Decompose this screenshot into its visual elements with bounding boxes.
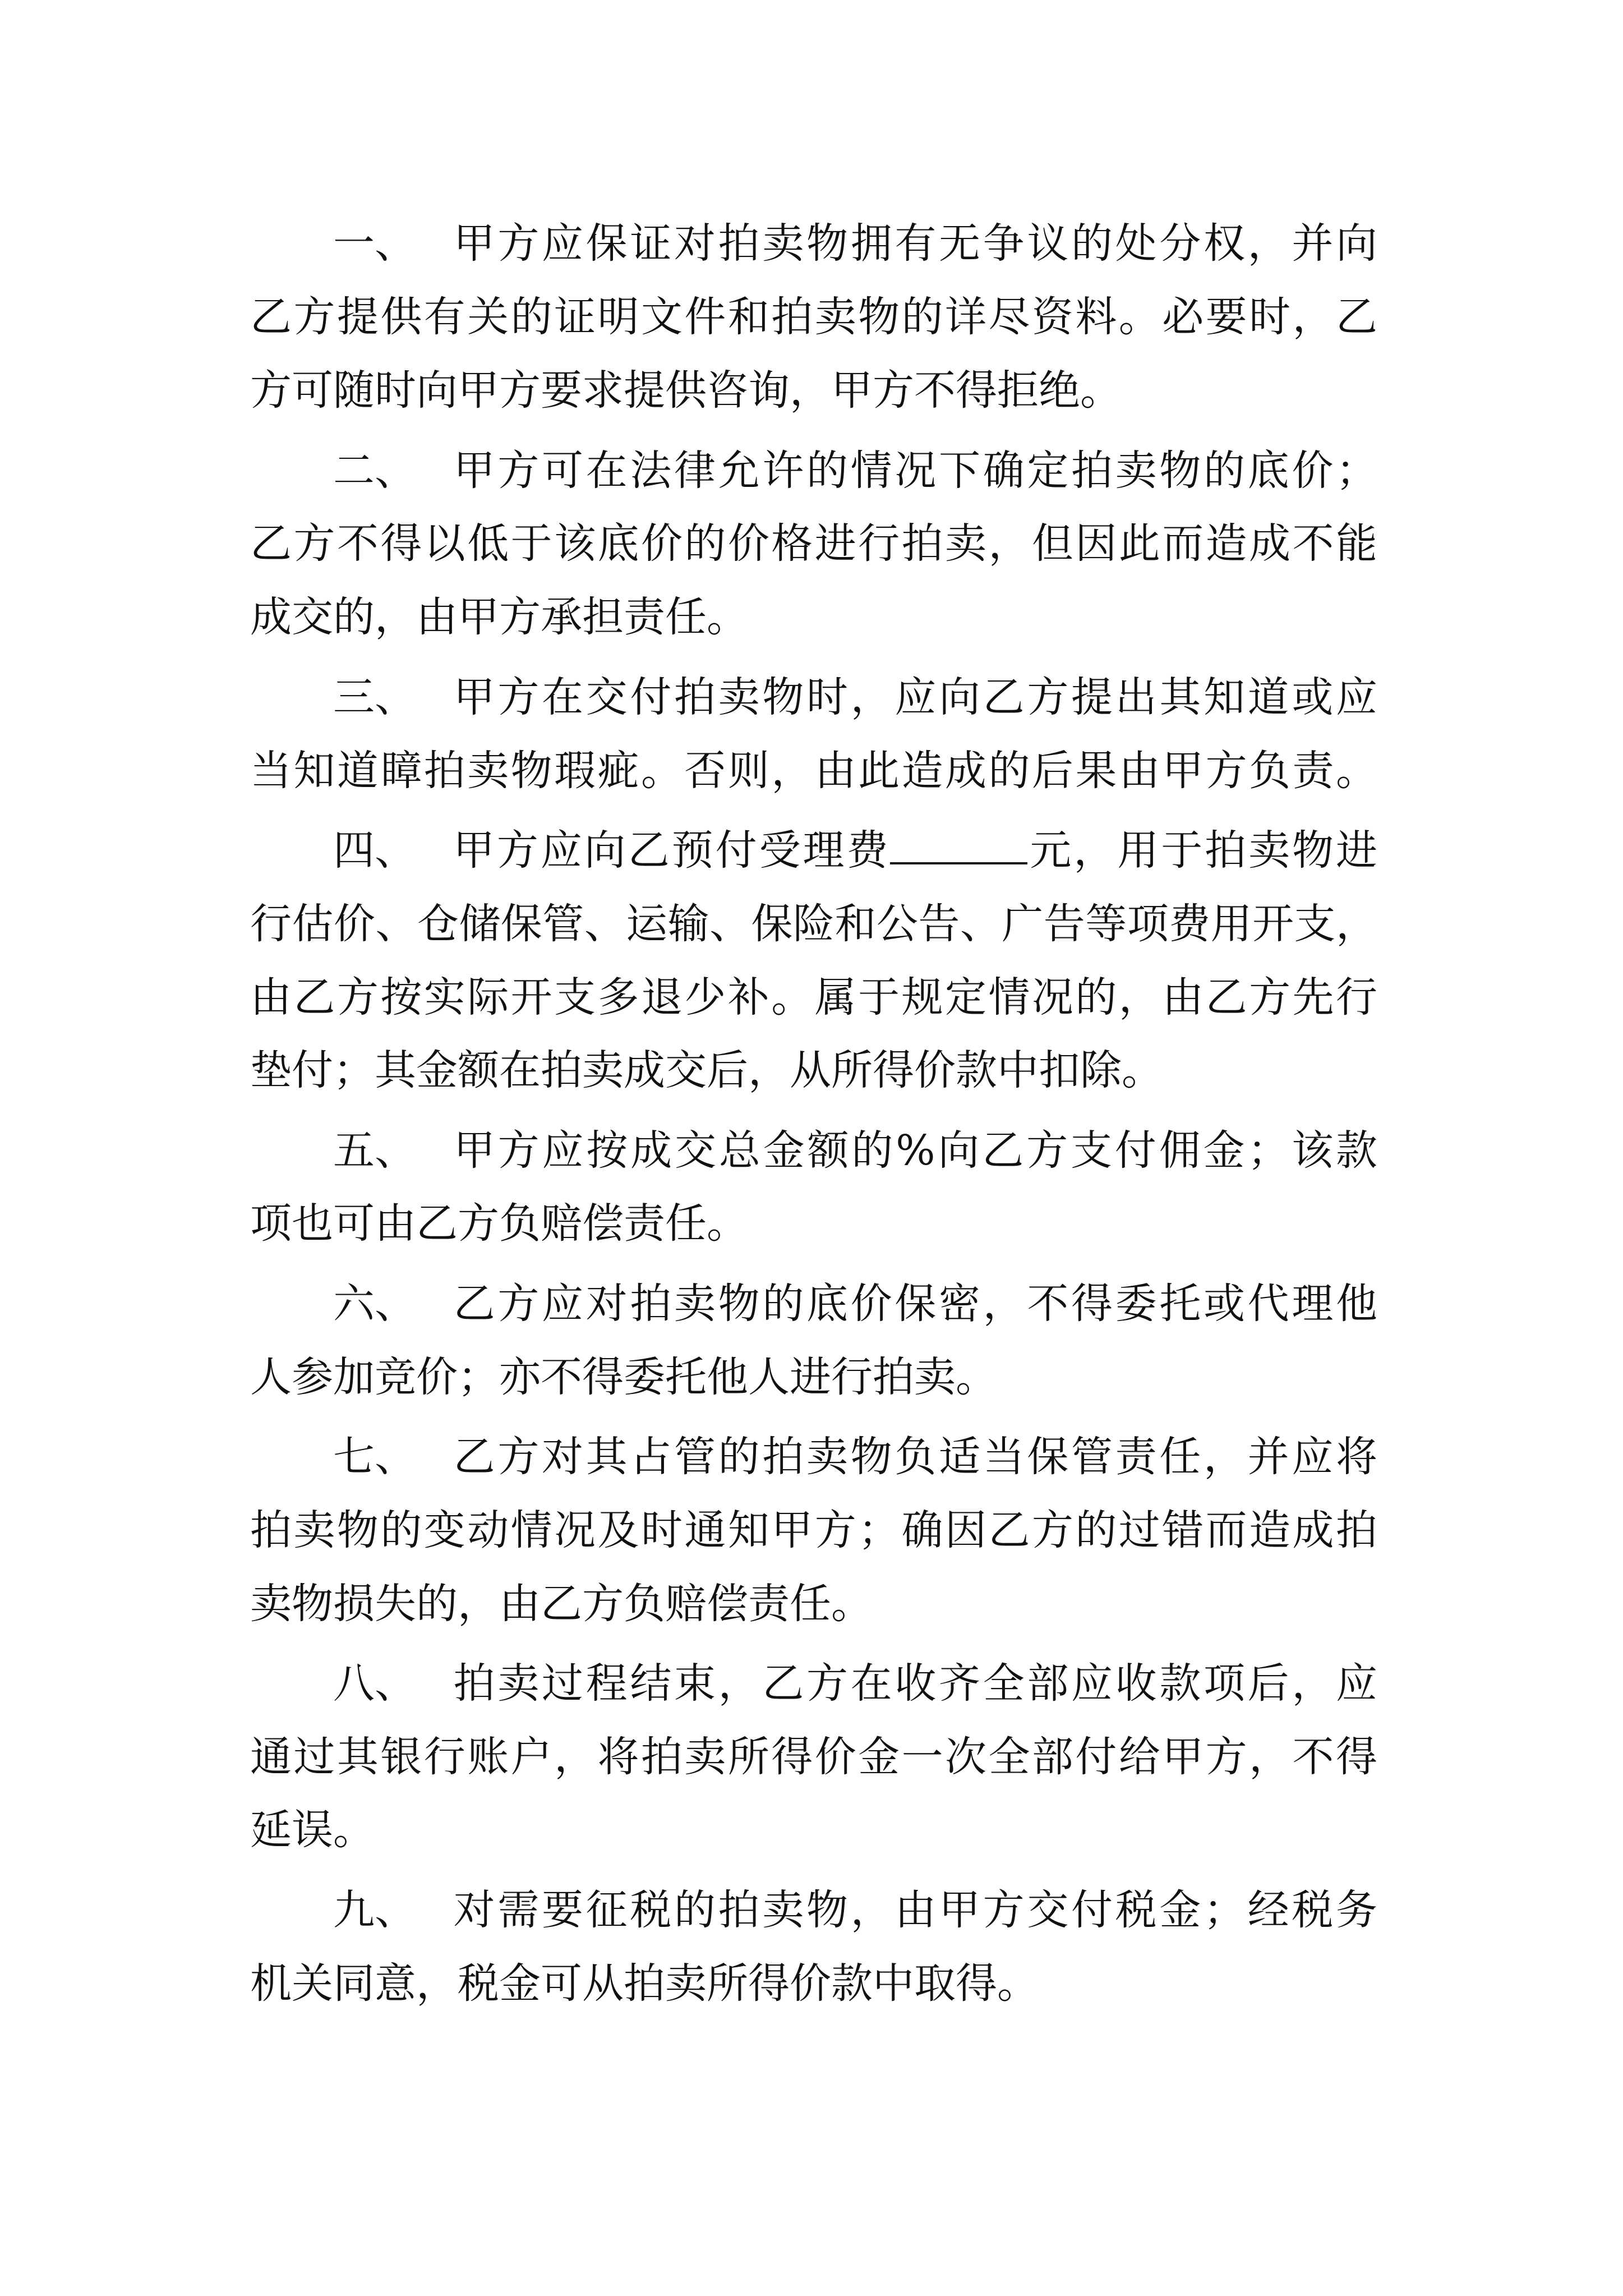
clause-7-number: 七、 [333,1433,416,1481]
clause-4-line-2: 行估价、仓储保管、运输、保险和公告、广告等项费用开支， [250,900,1377,948]
clause-6-line-1: 六、 乙方应对拍卖物的底价保密，不得委托或代理他 [333,1273,1377,1335]
clause-9-number: 九、 [333,1886,416,1934]
clause-5-line-1: 五、 甲方应按成交总金额的%向乙方支付佣金；该款 [333,1120,1377,1181]
clause-1-number: 一、 [333,219,416,268]
clause-4-number: 四、 [333,826,416,875]
clause-8-line-2: 通过其银行账户，将拍卖所得价金一次全部付给甲方，不得 [250,1733,1377,1781]
clause-8-line-3: 延误。 [250,1806,375,1854]
clause-4-line-1: 四、 甲方应向乙预付受理费 元，用于拍卖物进 [333,820,1377,881]
clause-5-line-2: 项也可由乙方负赔偿责任。 [250,1199,748,1248]
clause-9-line-1: 九、 对需要征税的拍卖物，由甲方交付税金；经税务 [333,1879,1377,1941]
clause-7-line-1: 七、 乙方对其占管的拍卖物负适当保管责任，并应将 [333,1426,1377,1488]
fee-amount-blank [890,829,1027,864]
clause-2-line-2: 乙方不得以低于该底价的价格进行拍卖，但因此而造成不能 [250,519,1377,568]
clause-1-line-3: 方可随时向甲方要求提供咨询，甲方不得拒绝。 [250,366,1122,415]
clause-3-line-2: 当知道瞕拍卖物瑕疵。否则，由此造成的后果由甲方负责。 [250,747,1377,795]
clause-9-line-2: 机关同意，税金可从拍卖所得价款中取得。 [250,1959,1039,2008]
clause-3-number: 三、 [333,673,416,721]
clause-8-number: 八、 [333,1659,416,1708]
clause-3-line-1: 三、 甲方在交付拍卖物时，应向乙方提出其知道或应 [333,666,1377,728]
clause-1-line-2: 乙方提供有关的证明文件和拍卖物的详尽资料。必要时，乙 [250,293,1377,341]
clause-5-number: 五、 [333,1126,416,1175]
clause-2-line-3: 成交的，由甲方承担责任。 [250,593,748,641]
clause-4-line-4: 垫付；其金额在拍卖成交后，从所得价款中扣除。 [250,1046,1163,1094]
clause-2-number: 二、 [333,447,416,495]
clause-6-number: 六、 [333,1280,416,1328]
clause-4-line-3: 由乙方按实际开支多退少补。属于规定情况的，由乙方先行 [250,973,1377,1022]
clause-7-line-2: 拍卖物的变动情况及时通知甲方；确因乙方的过错而造成拍 [250,1506,1377,1554]
clause-8-line-1: 八、 拍卖过程结束，乙方在收齐全部应收款项后，应 [333,1653,1377,1714]
clause-6-line-2: 人参加竞价；亦不得委托他人进行拍卖。 [250,1353,997,1401]
clause-1-line-1: 一、 甲方应保证对拍卖物拥有无争议的处分权，并向 [333,213,1377,274]
clause-7-line-3: 卖物损失的，由乙方负赔偿责任。 [250,1580,873,1628]
clause-2-line-1: 二、 甲方可在法律允许的情况下确定拍卖物的底价； [333,440,1377,501]
